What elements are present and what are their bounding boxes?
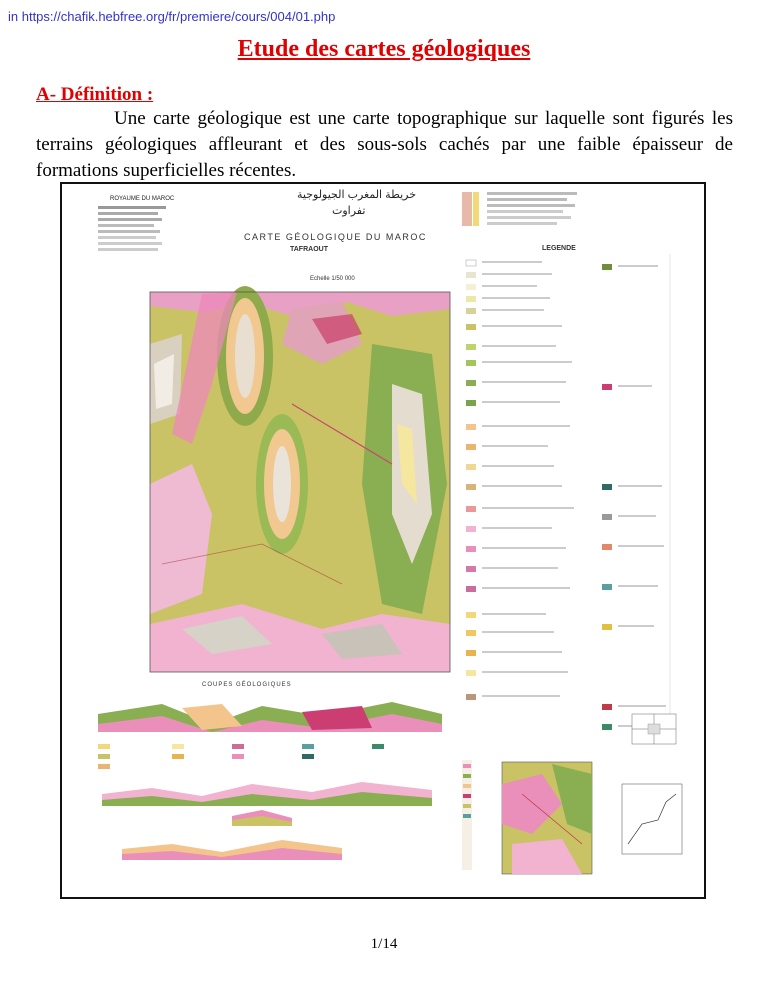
map-header-arabic: خريطة المغرب الجيولوجية [297, 189, 417, 201]
source-url[interactable]: in https://chafik.hebfree.org/fr/premiere/cours/004/01.php [8, 9, 336, 24]
sections-title: COUPES GÉOLOGIQUES [202, 682, 292, 688]
section-heading: A- Définition : [36, 84, 154, 105]
geological-map-illustration [62, 184, 704, 897]
map-legend [462, 192, 670, 744]
structural-inset-map [462, 714, 682, 874]
map-title: CARTE GÉOLOGIQUE DU MAROC [244, 232, 427, 242]
legend-title: LEGENDE [542, 245, 576, 252]
map-subtitle: TAFRAOUT [290, 246, 328, 253]
page-number: 1/14 [370, 936, 398, 952]
definition-paragraph: Une carte géologique est une carte topographique sur laquelle sont figurés les terrains géologiques affleurant et des sous-sols cachés par une faible épaisseur de formations superficielles récentes. [36, 108, 733, 181]
main-map [150, 286, 450, 672]
map-header-kingdom: ROYAUME DU MAROC [110, 196, 175, 202]
map-header-arabic-2: تفراوت [332, 205, 366, 217]
map-scale: Echelle 1/50 000 [310, 276, 355, 282]
page-title: Etude des cartes géologiques [237, 36, 531, 62]
map-header [98, 189, 427, 282]
geological-map-image [60, 182, 706, 899]
cross-sections [98, 681, 442, 860]
